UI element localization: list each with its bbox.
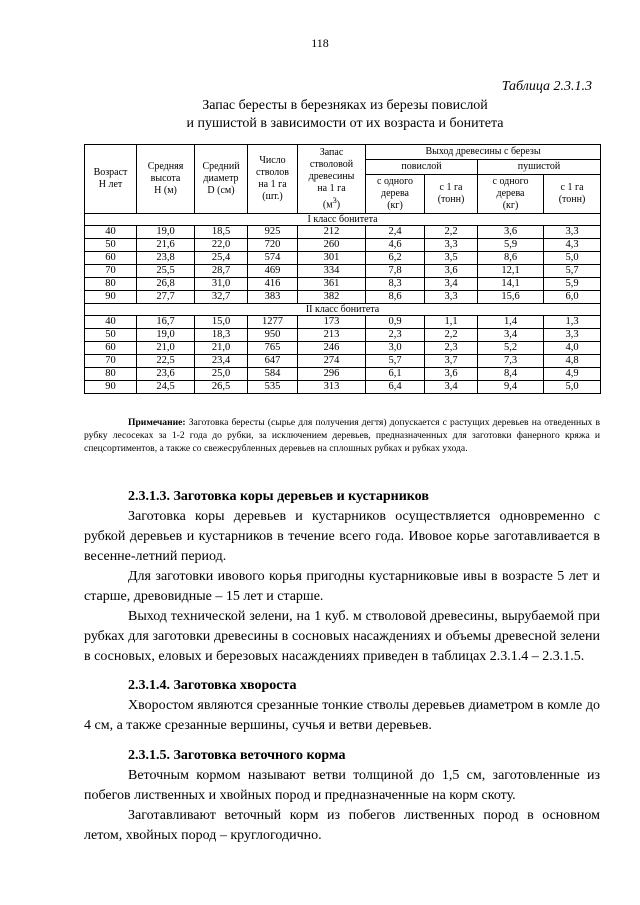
table-cell: 3,3	[425, 239, 478, 252]
section-branch-feed	[84, 746, 600, 846]
section-paragraph: Для заготовки ивового корья пригодны кустарниковые ивы в возрасте 5 лет и старше, древовидные – 15 лет и старше.	[84, 569, 600, 604]
note-text: Заготовка бересты (сырье для получения дегтя) допускается с растущих деревьев на отведенных в рубку лесосеках за 1-2 года до рубки, за исключением деревьев, предназначенных для заготовки фанерного кряжа и спецсортиментов, а также со свежесрубленных деревьев на сплошных рубках и рубках ухода.	[84, 417, 600, 454]
table-row	[85, 226, 601, 239]
table-cell: 334	[298, 265, 366, 278]
table-cell: 3,4	[425, 278, 478, 291]
section-paragraph: Заготовка коры деревьев и кустарников осуществляется одновременно с рубкой деревьев и кустарников в течение всего года. Ивовое корье заготавливается в весенне-летний период.	[84, 509, 600, 564]
table-caption: Таблица 2.3.1.3	[501, 79, 592, 94]
page-number: 118	[311, 36, 329, 50]
table-cell: 584	[248, 368, 298, 381]
table-cell: 15,6	[478, 291, 544, 304]
table-cell: 12,1	[478, 265, 544, 278]
table-cell: 2,2	[425, 329, 478, 342]
table-title	[0, 97, 640, 133]
table-cell: 18,3	[195, 329, 248, 342]
table-cell: 22,0	[195, 239, 248, 252]
table-cell: 720	[248, 239, 298, 252]
header-diameter: Средний диаметр D (см)	[195, 145, 248, 214]
table-cell: 5,2	[478, 342, 544, 355]
table-cell: 3,5	[425, 252, 478, 265]
table-cell: 925	[248, 226, 298, 239]
table-cell: 50	[85, 239, 137, 252]
table-cell: 4,6	[366, 239, 425, 252]
table-cell: 25,0	[195, 368, 248, 381]
table-cell: 8,6	[366, 291, 425, 304]
table-cell: 383	[248, 291, 298, 304]
section-brushwood	[84, 676, 600, 736]
table-cell: 32,7	[195, 291, 248, 304]
class-row	[85, 304, 601, 316]
table-cell: 25,4	[195, 252, 248, 265]
table-cell: 7,8	[366, 265, 425, 278]
header-stock: Запас стволовой древесины на 1 га $(м^3)$	[298, 145, 366, 214]
table-cell: 40	[85, 316, 137, 329]
header-pubescens: пушистой	[478, 160, 601, 175]
table-title-line: и пушистой в зависимости от их возраста и бонитета	[186, 116, 504, 131]
table-cell: 4,3	[544, 239, 601, 252]
table-row	[85, 316, 601, 329]
table-cell: 301	[298, 252, 366, 265]
section-heading: 2.3.1.3. Заготовка коры деревьев и кустарников	[128, 489, 429, 504]
table-cell: 3,7	[425, 355, 478, 368]
table-cell: 8,4	[478, 368, 544, 381]
table-cell: 3,0	[366, 342, 425, 355]
header-per-ha: с 1 га (тонн)	[425, 175, 478, 214]
table-cell: 25,5	[137, 265, 195, 278]
table-cell: 8,3	[366, 278, 425, 291]
table-cell: 90	[85, 291, 137, 304]
table-cell: 1,3	[544, 316, 601, 329]
table-cell: 4,0	[544, 342, 601, 355]
table-cell: 274	[298, 355, 366, 368]
table-cell: 2,4	[366, 226, 425, 239]
section-paragraph: Хворостом являются срезанные тонкие стволы деревьев диаметром в комле до 4 см, а также срезанные вершины, сучья и ветви деревьев.	[84, 698, 600, 733]
table-cell: 5,0	[544, 252, 601, 265]
table-cell: 5,9	[544, 278, 601, 291]
table-cell: 361	[298, 278, 366, 291]
table-cell: 60	[85, 342, 137, 355]
table-cell: 2,3	[366, 329, 425, 342]
table-cell: 31,0	[195, 278, 248, 291]
table-cell: 70	[85, 355, 137, 368]
table-cell: 6,4	[366, 381, 425, 394]
table-cell: 5,0	[544, 381, 601, 394]
table-cell: 23,4	[195, 355, 248, 368]
header-per-ha: с 1 га (тонн)	[544, 175, 601, 214]
table-cell: 765	[248, 342, 298, 355]
table-cell: 26,5	[195, 381, 248, 394]
table-cell: 26,8	[137, 278, 195, 291]
class-label: II класс бонитета	[85, 304, 601, 316]
table-cell: 15,0	[195, 316, 248, 329]
table-cell: 3,6	[425, 368, 478, 381]
birch-bark-table	[84, 144, 601, 394]
table-cell: 382	[298, 291, 366, 304]
table-row	[85, 381, 601, 394]
table-row	[85, 329, 601, 342]
header-per-tree: с одного дерева (кг)	[366, 175, 425, 214]
table-cell: 1,4	[478, 316, 544, 329]
table-row	[85, 368, 601, 381]
section-paragraph: Заготавливают веточный корм из побегов лиственных пород в основном летом, хвойных пород – круглогодично.	[84, 808, 600, 843]
table-cell: 21,6	[137, 239, 195, 252]
table-cell: 647	[248, 355, 298, 368]
table-cell: 213	[298, 329, 366, 342]
header-per-tree: с одного дерева (кг)	[478, 175, 544, 214]
table-cell: 40	[85, 226, 137, 239]
table-cell: 7,3	[478, 355, 544, 368]
table-cell: 24,5	[137, 381, 195, 394]
table-cell: 23,8	[137, 252, 195, 265]
table-cell: 296	[298, 368, 366, 381]
header-pendula: повислой	[366, 160, 478, 175]
table-row	[85, 252, 601, 265]
table-cell: 19,0	[137, 226, 195, 239]
header-age: Возраст Н лет	[85, 145, 137, 214]
header-stems: Число стволов на 1 га (шт.)	[248, 145, 298, 214]
table-row	[85, 278, 601, 291]
class-label: I класс бонитета	[85, 214, 601, 226]
table-cell: 574	[248, 252, 298, 265]
table-cell: 416	[248, 278, 298, 291]
table-cell: 5,7	[544, 265, 601, 278]
table-cell: 23,6	[137, 368, 195, 381]
section-heading: 2.3.1.4. Заготовка хвороста	[128, 678, 297, 693]
section-paragraph: Выход технической зелени, на 1 куб. м стволовой древесины, вырубаемой при рубках для заготовки древесины в сосновых насаждениях и объемы древесной зелени в сосновых, еловых и березовых насаждениях приведен в таблицах 2.3.1.4 – 2.3.1.5.	[84, 609, 600, 664]
section-heading: 2.3.1.5. Заготовка веточного корма	[128, 748, 346, 763]
table-cell: 70	[85, 265, 137, 278]
table-note	[84, 416, 600, 455]
table-cell: 3,3	[425, 291, 478, 304]
table-cell: 469	[248, 265, 298, 278]
table-cell: 22,5	[137, 355, 195, 368]
table-row	[85, 239, 601, 252]
table-cell: 21,0	[195, 342, 248, 355]
table-cell: 27,7	[137, 291, 195, 304]
table-cell: 0,9	[366, 316, 425, 329]
table-row	[85, 265, 601, 278]
note-label: Примечание:	[128, 417, 186, 428]
section-bark	[84, 487, 600, 667]
table-cell: 16,7	[137, 316, 195, 329]
table-row	[85, 342, 601, 355]
class-row	[85, 214, 601, 226]
table-row	[85, 291, 601, 304]
table-cell: 18,5	[195, 226, 248, 239]
table-cell: 8,6	[478, 252, 544, 265]
table-cell: 3,3	[544, 329, 601, 342]
table-cell: 6,1	[366, 368, 425, 381]
table-cell: 6,2	[366, 252, 425, 265]
table-cell: 9,4	[478, 381, 544, 394]
table-cell: 3,3	[544, 226, 601, 239]
table-cell: 313	[298, 381, 366, 394]
table-cell: 19,0	[137, 329, 195, 342]
header-row	[85, 145, 601, 160]
header-yield-group: Выход древесины с березы	[366, 145, 601, 160]
table-cell: 5,9	[478, 239, 544, 252]
table-cell: 3,6	[425, 265, 478, 278]
table-cell: 80	[85, 278, 137, 291]
table-cell: 212	[298, 226, 366, 239]
table-cell: 80	[85, 368, 137, 381]
table-row	[85, 355, 601, 368]
table-cell: 4,8	[544, 355, 601, 368]
table-cell: 14,1	[478, 278, 544, 291]
table-cell: 173	[298, 316, 366, 329]
table-cell: 535	[248, 381, 298, 394]
table-cell: 6,0	[544, 291, 601, 304]
table-cell: 50	[85, 329, 137, 342]
table-cell: 5,7	[366, 355, 425, 368]
table-cell: 246	[298, 342, 366, 355]
header-height: Средняя высота Н (м)	[137, 145, 195, 214]
table-cell: 2,2	[425, 226, 478, 239]
table-cell: 60	[85, 252, 137, 265]
table-cell: 950	[248, 329, 298, 342]
table-cell: 3,4	[425, 381, 478, 394]
table-cell: 3,4	[478, 329, 544, 342]
table-cell: 90	[85, 381, 137, 394]
table-cell: 1,1	[425, 316, 478, 329]
table-cell: 21,0	[137, 342, 195, 355]
section-paragraph: Веточным кормом называют ветви толщиной до 1,5 см, заготовленные из побегов лиственных и хвойных пород и предназначенные на корм скоту.	[84, 768, 600, 803]
table-cell: 260	[298, 239, 366, 252]
table-title-line: Запас бересты в березняках из березы повислой	[202, 98, 488, 113]
table-cell: 1277	[248, 316, 298, 329]
table-cell: 28,7	[195, 265, 248, 278]
table-cell: 3,6	[478, 226, 544, 239]
table-cell: 4,9	[544, 368, 601, 381]
table-cell: 2,3	[425, 342, 478, 355]
